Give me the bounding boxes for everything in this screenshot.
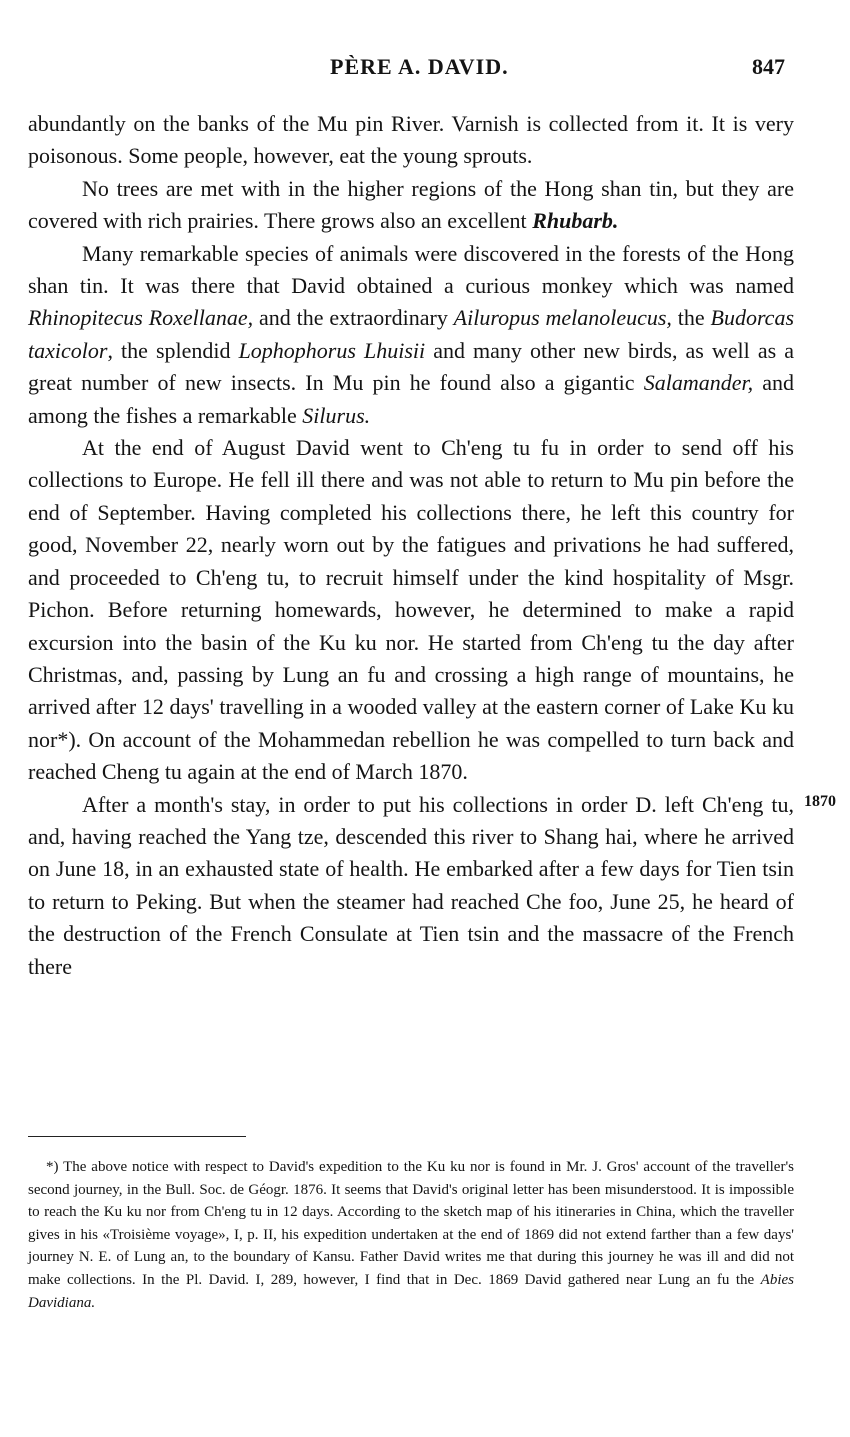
text-run: After a month's stay, in order to put his collections in order D. left Ch'eng tu, and, having reached the Yang tze, descended this river to Shang hai, where he arrived on June 18, in an exhausted state of health. He embarked after a few days for Tien tsin to return to Peking. But when the steamer had reached Che foo, June 25, he heard of the destruction of the French Consulate at Tien tsin and the massacre of the French there (28, 791, 794, 979)
italic-term: Silurus. (302, 402, 371, 428)
text-run: *) The above notice with respect to David's expedition to the Ku ku nor is found in Mr. J. Gros' account of the traveller's second journey, in the Bull. Soc. de Géogr. 1876. It seems that David's original letter has been misunderstood. It is impossible to reach the Ku ku nor from Ch'eng tu in 12 days. According to the sketch map of his itineraries in China, which the traveller gives in his «Troisième voyage», I, p. II, his expedition undertaken at the end of 1869 did not extend farther than a few days' journey N. E. of Lung an, to the boundary of Kansu. Father David writes me that during this journey he was ill and did not make collections. In the Pl. David. I, 289, however, I find that in Dec. 1869 David gathered near Lung an fu the (28, 1159, 794, 1288)
text-run: abundantly on the banks of the Mu pin River. Varnish is collected from it. It is very poisonous. Some people, however, eat the young sprouts. (28, 111, 794, 169)
italic-term: Lophophorus Lhuisii (238, 337, 426, 363)
italic-term: Salamander, (643, 370, 754, 396)
text-run: and among the fishes a remarkable (28, 370, 795, 428)
italic-term: Budorcas taxicolor (28, 305, 795, 363)
paragraph-rhubarb (28, 173, 794, 238)
text-run: No trees are met with in the higher regions of the Hong shan tin, but they are covered with rich prairies. There grows also an excellent (28, 175, 794, 234)
bold-italic-text: Rhubarb. (532, 208, 619, 234)
paragraph-continued (28, 108, 794, 173)
running-title: PÈRE A. DAVID. (330, 54, 509, 79)
footnote (28, 1156, 794, 1314)
text-run: Many remarkable species of animals were discovered in the forests of the Hong shan tin. It was there that David obtained a curious monkey which was named (28, 240, 794, 299)
text-run: and many other new birds, as well as a great number of new insects. In Mu pin he found also a gigantic (28, 337, 794, 396)
text-run: At the end of August David went to Ch'eng tu fu in order to send off his collections to Europe. He fell ill there and was not able to return to Mu pin before the end of September. Having completed his collections there, he left this country for good, November 22, nearly worn out by the fatigues and privations he had suffered, and proceeded to Ch'eng tu, to recruit himself under the kind hospitality of Msgr. Pichon. Before returning homewards, however, he determined to make a rapid excursion into the basin of the Ku ku nor. He started from Ch'eng tu the day after Christmas, and, passing by Lung an fu and crossing a high range of mountains, he arrived after 12 days' travelling in a wooded valley at the eastern corner of Lake Ku ku nor*). On account of the Mohammedan rebellion he was compelled to turn back and reached Cheng tu again at the end of March 1870. (28, 435, 794, 785)
footnote-rule (28, 1136, 246, 1137)
text-run: , the splendid (107, 337, 239, 363)
text-run: the (671, 305, 711, 331)
italic-term: Abies Davidiana. (28, 1271, 794, 1311)
paragraph-journey (28, 432, 794, 788)
italic-term: Ailuropus melanoleucus, (453, 305, 672, 331)
text-run: and the extraordinary (253, 305, 454, 331)
running-head (0, 54, 850, 86)
body-text (28, 108, 794, 983)
italic-term: Rhinopitecus Roxellanae, (28, 305, 254, 331)
page-number: 847 (752, 54, 785, 79)
bold-italic-term (532, 208, 618, 233)
paragraph-animals (28, 238, 794, 432)
paragraph-return (28, 789, 794, 983)
margin-year-note: 1870 (804, 793, 836, 810)
footnote-text (28, 1156, 794, 1314)
